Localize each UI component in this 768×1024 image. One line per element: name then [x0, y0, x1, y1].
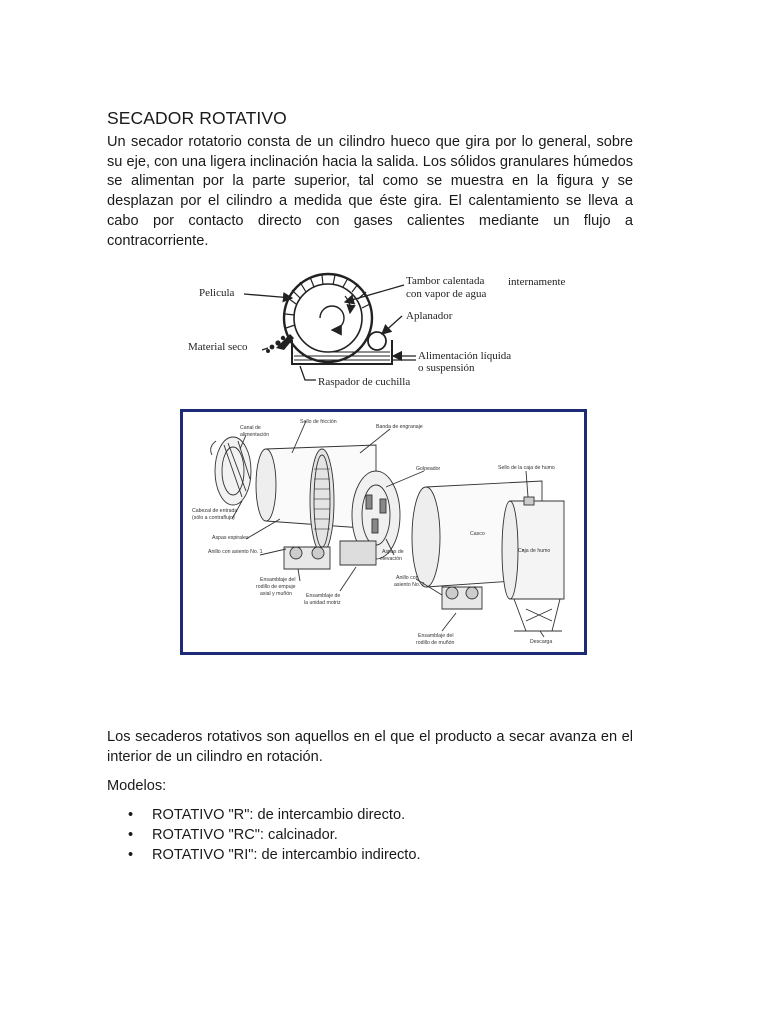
- models-list: [107, 805, 421, 865]
- label-ens-rodillo-2: rodillo de empuje: [256, 584, 296, 590]
- label-canal-1: Canal de: [240, 425, 261, 431]
- drum-inner: [294, 284, 362, 352]
- label-anillo2-1: Anillo con: [396, 575, 419, 581]
- label-ens-rodillo-1: Ensamblaje del: [260, 577, 296, 583]
- list-item: • ROTATIVO "R": de intercambio directo.: [107, 805, 421, 825]
- label-caja-humo: Caja de humo: [518, 548, 551, 554]
- label-ens-munon-1: Ensamblaje del: [418, 633, 454, 639]
- intro-paragraph: Un secador rotatorio consta de un cilindro hueco que gira por lo general, sobre su eje, con una ligera inclinación hacia la salida. Los sólidos granulares húmedos se alimentan por la parte superior, tal como se muestra en la figura y se desplazan por el cilindro a medida que éste gira. El calentamiento se lleva a cabo por contacto directo con gases calientes mediante un flujo a contracorriente.: [107, 134, 633, 249]
- label-golpeador: Golpeador: [416, 466, 441, 472]
- label-casco: Casco: [470, 531, 485, 537]
- label-aspas-espirales: Aspas espirales: [212, 535, 249, 541]
- label-tambor-2: con vapor de agua: [406, 288, 487, 300]
- list-item: • ROTATIVO "RI": de intercambio indirecto.: [107, 845, 421, 865]
- label-ens-rodillo-3: axial y muñón: [260, 591, 293, 597]
- label-tambor-extra: internamente: [508, 276, 566, 288]
- list-item: • ROTATIVO "RC": calcinador.: [107, 825, 421, 845]
- models-heading: Modelos:: [107, 778, 167, 794]
- label-alimentacion-1: Alimentación líquida: [418, 350, 512, 362]
- label-aspas-elev-1: Aspas de: [382, 549, 404, 555]
- label-descarga: Descarga: [530, 639, 553, 645]
- label-sello-friccion: Sello de fricción: [300, 419, 337, 425]
- label-anillo-1: Anillo con asiento No. 1: [208, 549, 263, 555]
- spreader-roll: [368, 332, 386, 350]
- drum-dryer-diagram: [180, 268, 600, 393]
- drum-outer: [284, 274, 372, 362]
- label-canal-2: alimentación: [240, 432, 270, 438]
- label-alimentacion-2: o suspensión: [418, 362, 475, 374]
- label-material-seco: Material seco: [188, 341, 248, 353]
- label-raspador: Raspador de cuchilla: [318, 376, 411, 388]
- label-ens-munon-2: rodillo de muñón: [416, 640, 455, 646]
- label-aspas-elev-2: elevación: [380, 556, 402, 562]
- definition-paragraph: Los secaderos rotativos son aquellos en el que el producto a secar avanza en el interior de un cilindro en rotación.: [107, 729, 633, 765]
- label-ens-unidad-1: Ensamblaje de: [306, 593, 341, 599]
- label-sello-caja: Sello de la caja de humo: [498, 465, 555, 471]
- label-tambor-1: Tambor calentada: [406, 275, 485, 287]
- label-pelicula: Pelicula: [199, 287, 235, 299]
- rotary-dryer-diagram: [180, 409, 587, 655]
- label-ens-unidad-2: la unidad motriz: [304, 600, 341, 606]
- label-cabezal-2: (sólo a contraflujo): [192, 515, 235, 521]
- drive-unit: [340, 541, 376, 565]
- label-aplanador: Aplanador: [406, 310, 453, 322]
- label-banda: Banda de engranaje: [376, 424, 423, 430]
- document-title: SECADOR ROTATIVO: [107, 108, 287, 128]
- label-cabezal-1: Cabezal de entrada: [192, 508, 238, 514]
- label-anillo2-2: asiento No. 2: [394, 582, 425, 588]
